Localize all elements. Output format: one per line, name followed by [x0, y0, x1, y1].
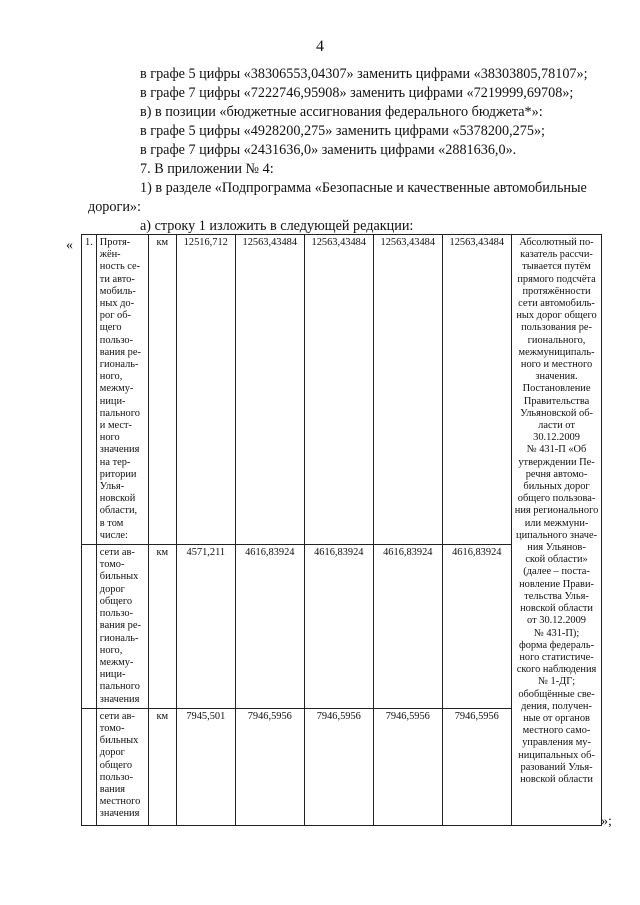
text-line: местного [99, 796, 141, 808]
text-line: форма федераль- [518, 639, 595, 651]
text-line: новской [99, 493, 136, 505]
text-line: на тер- [99, 456, 131, 468]
text-line: пального [99, 681, 140, 693]
text-line: Постановление [522, 383, 591, 395]
text-line: Протя- [99, 237, 131, 248]
intro-line-5: в графе 7 цифры «2431636,0» заменить цифрами «2881636,0». [140, 142, 517, 158]
text-line: ципального значе- [516, 529, 598, 541]
text-line: значения [99, 808, 140, 820]
text-line: межмуниципаль- [518, 346, 595, 358]
value-cell: 7946,5956 [304, 708, 373, 825]
text-line: Улья- [99, 481, 125, 493]
text-line: сети ав- [99, 547, 135, 559]
text-line: сети ав- [99, 710, 135, 722]
text-line: значения [99, 444, 140, 456]
text-line: ного [99, 432, 120, 444]
text-line: бильных [99, 571, 139, 583]
text-line: щего [99, 322, 122, 334]
text-line: рог об- [99, 310, 131, 322]
text-line: пользо- [99, 334, 134, 346]
text-line: томо- [99, 722, 125, 734]
indicator-name-cell [96, 708, 148, 825]
value-cell: 12563,43484 [304, 235, 373, 545]
text-line: ного, [99, 371, 123, 383]
text-line: межму- [99, 383, 134, 395]
text-line: ти авто- [99, 273, 135, 285]
value-cell: 12563,43484 [373, 235, 442, 545]
value-cell: 7946,5956 [373, 708, 442, 825]
text-line: ния Ульянов- [527, 542, 586, 554]
text-line: (далее – поста- [523, 566, 590, 578]
text-line: ритории [99, 468, 137, 480]
text-line: гиональ- [99, 632, 139, 644]
text-line: 30.12.2009 [533, 432, 580, 444]
text-line: вания ре- [99, 346, 141, 358]
text-line: новской области [520, 603, 593, 615]
text-line: прямого подсчёта [517, 273, 596, 285]
page-number: 4 [316, 38, 324, 55]
text-line: № 431-П «Об [526, 444, 587, 456]
text-line: Правительства [523, 395, 590, 407]
text-line: новление Прави- [519, 578, 594, 590]
text-line: общего пользова- [517, 493, 596, 505]
value-cell: 7946,5956 [442, 708, 511, 825]
intro-line-2: в графе 7 цифры «7222746,95908» заменить цифрами «7219999,69708»; [140, 85, 574, 101]
text-line: Абсолютный по- [519, 237, 594, 248]
text-line: дорог [99, 747, 125, 759]
text-line: жён- [99, 249, 121, 261]
text-line: пального [99, 407, 140, 419]
table-row [82, 235, 602, 545]
text-line: управления му- [522, 737, 591, 749]
text-line: № 431-П); [533, 627, 580, 639]
value-cell: 12563,43484 [235, 235, 304, 545]
text-line: дорог [99, 583, 125, 595]
text-line: ность се- [99, 261, 141, 273]
row-number [82, 545, 97, 709]
text-line: ных до- [99, 298, 135, 310]
value-cell: 7946,5956 [235, 708, 304, 825]
intro-line-4: в графе 5 цифры «4928200,275» заменить цифрами «5378200,275»; [140, 123, 545, 139]
row-number: 1. [82, 235, 97, 545]
intro-line-6: 7. В приложении № 4: [140, 161, 274, 177]
unit-cell: км [148, 235, 176, 545]
text-line: ници- [99, 669, 126, 681]
close-quote: »; [601, 814, 612, 829]
text-line: общего [99, 759, 133, 771]
text-line: утверждении Пе- [518, 456, 595, 468]
value-cell: 4616,83924 [304, 545, 373, 709]
text-line: протяжённости [522, 285, 591, 297]
indicator-table [81, 234, 602, 826]
text-line: сети автомобиль- [518, 298, 595, 310]
text-line: Ульяновской об- [520, 407, 593, 419]
intro-line-1: в графе 5 цифры «38306553,04307» заменить цифрами «38303805,78107»; [140, 66, 588, 82]
text-line: ници- [99, 395, 126, 407]
text-line: межму- [99, 656, 134, 668]
value-cell: 12516,712 [176, 235, 235, 545]
text-line: пользо- [99, 608, 134, 620]
text-line: № 1-ДГ; [537, 676, 576, 688]
text-line: ниципальных об- [518, 749, 595, 761]
value-cell: 4616,83924 [442, 545, 511, 709]
text-line: гиональ- [99, 359, 139, 371]
intro-line-7: 1) в разделе «Подпрограмма «Безопасные и качественные автомобильные [140, 180, 587, 196]
text-line: общего [99, 595, 133, 607]
text-line: ского наблюдения [516, 664, 597, 676]
text-line: и мест- [99, 420, 133, 432]
text-line: числе: [99, 529, 128, 541]
value-cell: 4616,83924 [373, 545, 442, 709]
text-line: дения, получен- [521, 700, 592, 712]
text-line: вания [99, 783, 126, 795]
text-line: значения [99, 693, 140, 705]
text-line: казатель рассчи- [520, 249, 593, 261]
text-line: разований Улья- [520, 761, 593, 773]
text-line: ской области» [525, 554, 588, 566]
text-line: новской области [520, 773, 593, 785]
text-line: ного, [99, 644, 123, 656]
intro-line-8: дороги»: [88, 199, 141, 215]
text-line: обобщённые све- [518, 688, 595, 700]
text-line: бильных [99, 735, 139, 747]
text-line: гионального, [527, 334, 586, 346]
value-cell: 7945,501 [176, 708, 235, 825]
value-cell: 4571,211 [176, 545, 235, 709]
text-line: речня автомо- [525, 468, 588, 480]
text-line: вания ре- [99, 620, 141, 632]
text-line: тывается путём [522, 261, 591, 273]
text-line: ласти от [538, 420, 575, 432]
text-line: мобиль- [99, 285, 136, 297]
text-line: бильных дорог [523, 481, 590, 493]
text-line: местного само- [522, 725, 591, 737]
open-quote: « [66, 238, 73, 253]
text-line: в том [99, 517, 124, 529]
text-line: ного и местного [520, 359, 593, 371]
value-cell: 4616,83924 [235, 545, 304, 709]
text-line: ного статистиче- [519, 651, 594, 663]
text-line: области, [99, 505, 138, 517]
intro-line-3: в) в позиции «бюджетные ассигнования федерального бюджета*»: [140, 104, 543, 120]
text-line: ных дорог общего [516, 310, 597, 322]
text-line: пользо- [99, 771, 134, 783]
text-line: значения. [535, 371, 578, 383]
row-number [82, 708, 97, 825]
text-line: томо- [99, 559, 125, 571]
unit-cell: км [148, 545, 176, 709]
value-cell: 12563,43484 [442, 235, 511, 545]
text-line: ния регионального [514, 505, 599, 517]
unit-cell: км [148, 708, 176, 825]
indicator-name-cell [96, 545, 148, 709]
text-line: тельства Улья- [524, 590, 589, 602]
text-line: от 30.12.2009 [527, 615, 587, 627]
indicator-name-cell [96, 235, 148, 545]
text-line: ные от органов [523, 712, 590, 724]
text-line: или межмуни- [524, 517, 589, 529]
intro-line-9: а) строку 1 изложить в следующей редакции: [140, 218, 414, 234]
methodology-note-cell [511, 235, 601, 826]
text-line: пользования ре- [521, 322, 592, 334]
